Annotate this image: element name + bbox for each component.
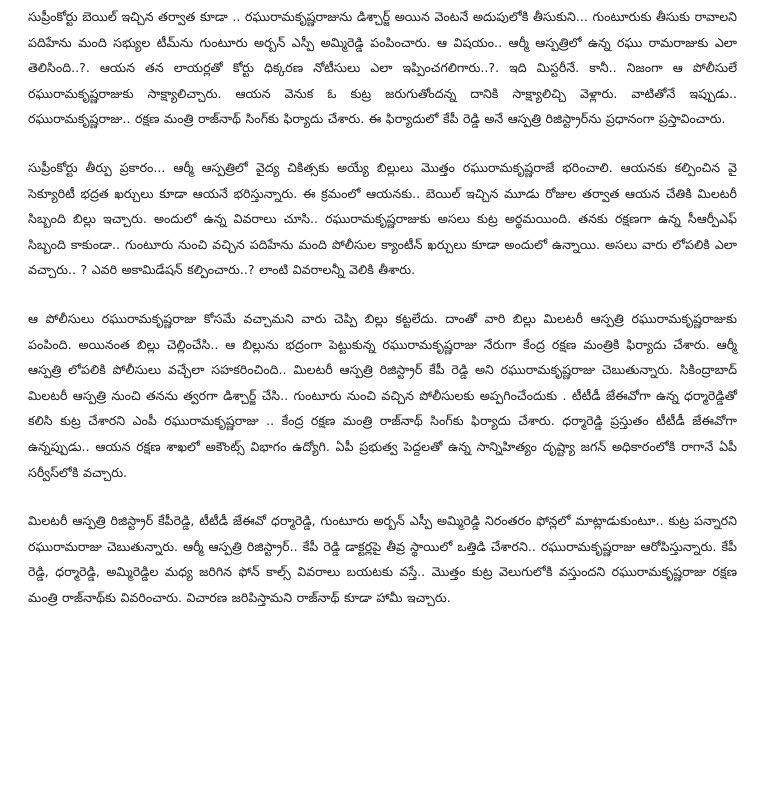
article-paragraph-1: సుప్రీంకోర్టు బెయిల్ ఇచ్చిన తర్వాత కూడా .. రఘురామకృష్ణరాజును డిశ్చార్జ్ అయిన వెంటనే అదుపులోకి తీసుకుని... గుంటూరుకు తీసుకు రావాలని పదిహేను మంది సభ్యుల టీమ్‌ను గుంటూరు అర్బన్ ఎస్పీ అమ్మిరెడ్డి పంపించారు. ఆ విషయం.. ఆర్మీ ఆస్పత్రిలో ఉన్న రఘు రామరాజుకు ఎలా తెలిసింది..?. ఆయన తన లాయర్లతో కోర్టు ధిక్కరణ నోటీసులు ఎలా ఇప్పించగలిగారు..?. ఇది మిస్టరీనే. కానీ.. నిజంగా ఆ పోలీసులే రఘురామకృష్ణరాజుకు సాక్ష్యాలిచ్చారు. ఆయన వెనుక ఓ కుట్ర జరుగుతోందన్న దానికి సాక్ష్యాలిచ్చి వెళ్లారు. వాటితోనే ఇప్పుడు.. రఘురామకృష్ణరాజు.. రక్షణ మంత్రి రాజ్‌నాథ్ సింగ్‌కు ఫిర్యాదు చేశారు. ఈ ఫిర్యాదులో కేపీ రెడ్డి అనే ఆస్పత్రి రిజిస్ట్రార్‌ను ప్రధానంగా ప్రస్తావించారు. bbox=[28, 9, 737, 127]
article-paragraph-3: ఆ పోలీసులు రఘురామకృష్ణరాజు కోసమే వచ్చామని వారు చెప్పి బిల్లు కట్టలేదు. దాంతో వారి బిల్లు మిలటరీ ఆస్పత్రి రఘురామకృష్ణరాజుకు పంపింది. అయినంత బిల్లు చెల్లించేసి.. ఆ బిల్లును భద్రంగా పెట్టుకున్న రఘురామకృష్ణరాజు నేరుగా కేంద్ర రక్షణ మంత్రికి ఫిర్యాదు చేశారు. ఆర్మీ ఆస్పత్రి లోపలికి పోలీసులు వచ్చేలా సహకరించింది.. మిలటరీ ఆస్పత్రి రిజిస్ట్రార్ కేపీ రెడ్డి అని రఘురామకృష్ణరాజు చెబుతున్నారు. సికింద్రాబాద్ మిలటరీ ఆస్పత్రి నుంచి తనను త్వరగా డిశ్చార్జ్ చేసి.. గుంటూరు నుంచి వచ్చిన పోలీసులకు అప్పగించేందుకు . టీటీడీ జేఈవోగా ఉన్న ధర్మారెడ్డితో కలిసి కుట్ర చేశారని ఎంపీ రఘురామకృష్ణరాజు .. కేంద్ర రక్షణ మంత్రి రాజ్‌నాథ్ సింగ్‌కు ఫిర్యాదు చేశారు. ధర్మారెడ్డి ప్రస్తుతం టీటీడీ జేఈవోగా ఉన్నప్పుడు.. ఆయన రక్షణ శాఖలో అకౌంట్స్ విభాగం ఉద్యోగి. ఏపీ ప్రభుత్వ పెద్దలతో ఉన్న సాన్నిహిత్యం దృష్ట్యా జగన్ అధికారంలోకి రాగానే ఏపీ సర్వీస్‌లోకి వచ్చారు. bbox=[28, 310, 737, 480]
article-paragraph-4: మిలటరీ ఆస్పత్రి రిజిస్ట్రార్ కేపీరెడ్డి, టీటీడీ జేఈవో ధర్మారెడ్డి, గుంటూరు అర్బన్ ఎస్పీ అమ్మిరెడ్డి నిరంతరం ఫోన్లలో మాట్లాడుకుంటూ.. కుట్ర పన్నారని రఘురామరాజు చెబుతున్నారు. ఆర్మీ ఆస్పత్రి రిజిస్ట్రార్.. కేపీ రెడ్డి డాక్టర్లపై తీవ్ర స్థాయిలో ఒత్తిడి చేశారని.. రఘురామకృష్ణరాజు ఆరోపిస్తున్నారు. కేపీ రెడ్డి, ధర్మారెడ్డి, అమ్మిరెడ్డిల మధ్య జరిగిన ఫోన్ కాల్స్ వివరాలు బయటకు వస్తే.. మొత్తం కుట్ర వెలుగులోకి వస్తుందని రఘురామకృష్ణరాజు రక్షణ మంత్రి రాజ్‌నాథ్‌కు వివరించారు. విచారణ జరిపిస్తామని రాజ్‌నాథ్ కూడా హామీ ఇచ్చారు. bbox=[28, 513, 737, 605]
article-paragraph-2: సుప్రీంకోర్టు తీర్పు ప్రకారం... ఆర్మీ ఆస్పత్రిలో వైద్య చికిత్సకు అయ్యే బిల్లులు మొత్తం రఘురామకృష్ణరాజే భరించాలి. ఆయనకు కల్పించిన వై సెక్యూరిటీ భద్రత ఖర్చులు కూడా ఆయనే భరిస్తున్నారు. ఈ క్రమంలో ఆయనకు.. బెయిల్ ఇచ్చిన మూడు రోజుల తర్వాత ఆయన చేతికి మిలటరీ సిబ్బంది బిల్లు ఇచ్చారు. అందులో ఉన్న వివరాలు చూసి.. రఘురామకృష్ణరాజుకు అసలు కుట్ర అర్థమయింది. తనకు రక్షణగా ఉన్న సీఆర్పీఎఫ్ సిబ్బంది కాకుండా.. గుంటూరు నుంచి వచ్చిన పదిహేను మంది పోలీసుల క్యాంటీన్ ఖర్చులు కూడా అందులో ఉన్నాయి. అసలు వారు లోపలికి ఎలా వచ్చారు.. ? ఎవరి అకామిడేషన్ కల్పించారు..? లాంటి వివరాలన్నీ వెలికి తీశారు. bbox=[28, 159, 737, 278]
